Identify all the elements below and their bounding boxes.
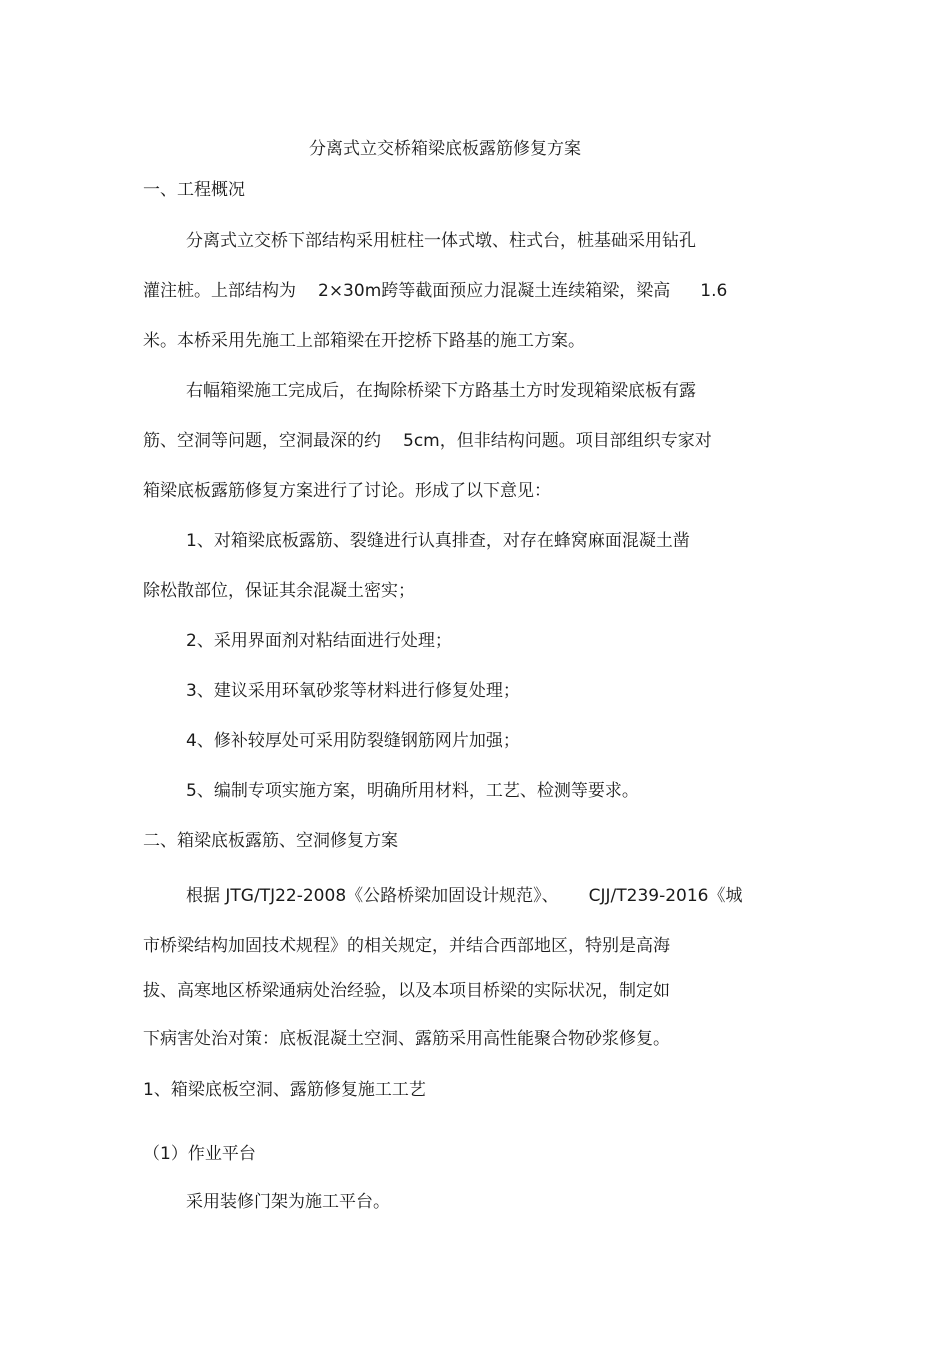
paragraph-line [186, 884, 743, 908]
sub-item-heading: （1）作业平台 [143, 1144, 256, 1164]
section-heading-repair-plan: 二、箱梁底板露筋、空洞修复方案 [143, 831, 398, 851]
paragraph-line: 右幅箱梁施工完成后，在掏除桥梁下方路基土方时发现箱梁底板有露 [186, 381, 696, 401]
paragraph-line [143, 279, 727, 303]
list-item-continuation: 除松散部位，保证其余混凝土密实； [143, 581, 415, 601]
text-fragment: 2×30m跨等截面预应力混凝土连续箱梁，梁高 [318, 281, 671, 301]
paragraph-line: 拔、高寒地区桥梁通病处治经验，以及本项目桥梁的实际状况，制定如 [143, 981, 670, 1001]
text-fragment: 1.6 [700, 281, 728, 301]
paragraph-line: 采用装修门架为施工平台。 [186, 1192, 390, 1212]
list-item: 3、建议采用环氧砂浆等材料进行修复处理； [186, 681, 520, 701]
paragraph-line: 下病害处治对策：底板混凝土空洞、露筋采用高性能聚合物砂浆修复。 [143, 1029, 670, 1049]
paragraph-line: 米。本桥采用先施工上部箱梁在开挖桥下路基的施工方案。 [143, 331, 585, 351]
list-item: 4、修补较厚处可采用防裂缝钢筋网片加强； [186, 731, 520, 751]
list-item: 5、编制专项实施方案，明确所用材料，工艺、检测等要求。 [186, 781, 639, 801]
paragraph-line: 市桥梁结构加固技术规程》的相关规定，并结合西部地区，特别是高海 [143, 936, 670, 956]
text-fragment: 5cm，但非结构问题。项目部组织专家对 [403, 431, 712, 451]
paragraph-line [143, 429, 712, 453]
subsection-heading: 1、箱梁底板空洞、露筋修复施工工艺 [143, 1080, 426, 1100]
document-title: 分离式立交桥箱梁底板露筋修复方案 [309, 139, 581, 159]
section-heading-overview: 一、工程概况 [143, 180, 245, 200]
text-fragment: 筋、空洞等问题，空洞最深的约 [143, 431, 381, 451]
list-item: 1、对箱梁底板露筋、裂缝进行认真排查，对存在蜂窝麻面混凝土凿 [186, 531, 690, 551]
paragraph-line: 分离式立交桥下部结构采用桩柱一体式墩、柱式台，桩基础采用钻孔 [186, 231, 696, 251]
text-fragment: CJJ/T239-2016《城 [588, 886, 743, 906]
text-fragment: 根据 JTG/TJ22-2008《公路桥梁加固设计规范》、 [186, 886, 559, 906]
list-item: 2、采用界面剂对粘结面进行处理； [186, 631, 452, 651]
text-fragment: 灌注桩。上部结构为 [143, 281, 296, 301]
paragraph-line: 箱梁底板露筋修复方案进行了讨论。形成了以下意见： [143, 481, 551, 501]
